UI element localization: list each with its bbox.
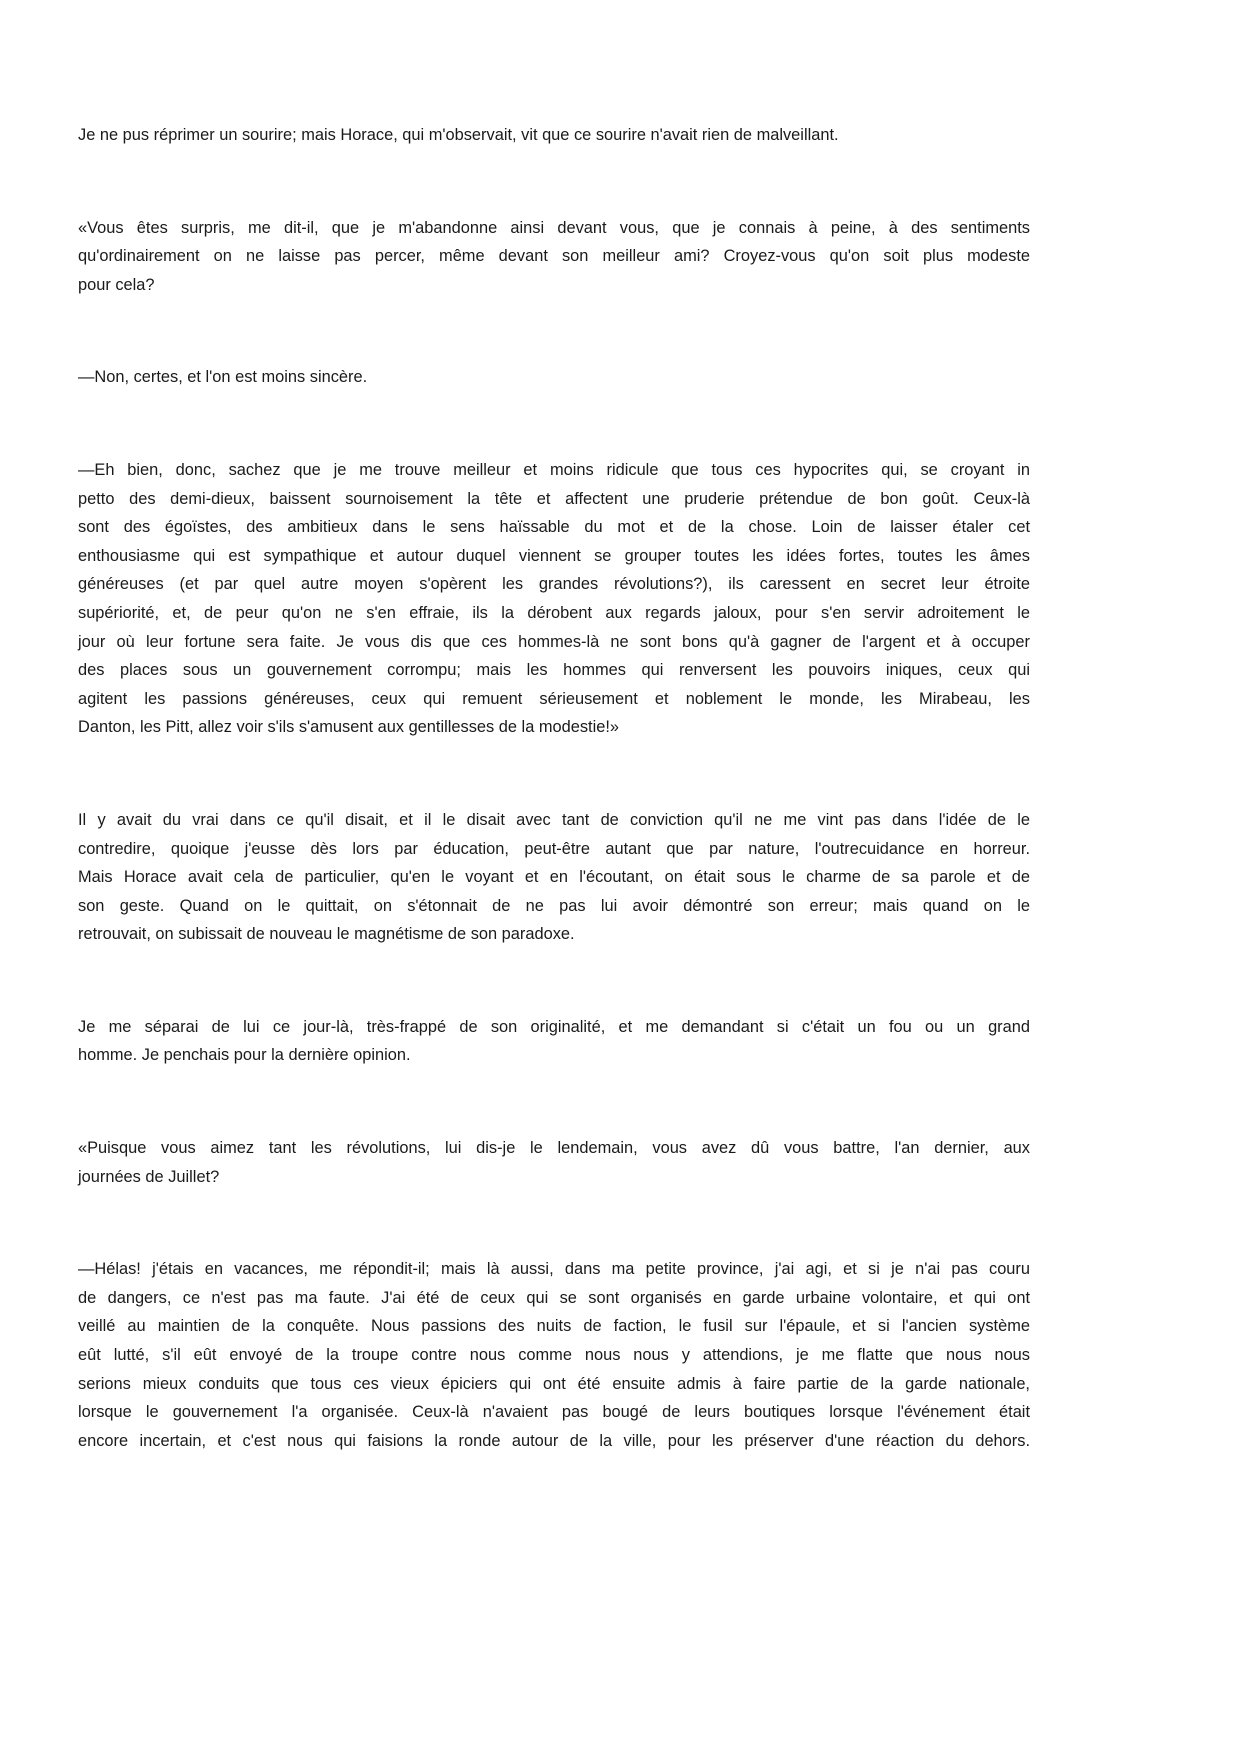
- text-line: Danton, les Pitt, allez voir s'ils s'amusent aux gentillesses de la modestie!»: [78, 718, 620, 737]
- text-line: «Puisque vous aimez tant les révolutions, lui dis-je le lendemain, vous avez dû vous battre, l'an dernier, aux: [78, 1139, 1030, 1158]
- text-line: petto des demi-dieux, baissent sournoisement la tête et affectent une pruderie prétendue de bon goût. Ceux-là: [78, 489, 1030, 508]
- text-line: eût lutté, s'il eût envoyé de la troupe contre nous comme nous nous y attendions, je me flatte que nous nous: [78, 1346, 1030, 1365]
- text-line: —Hélas! j'étais en vacances, me répondit-il; mais là aussi, dans ma petite province, j'ai agi, et si je n'ai pas couru: [78, 1260, 1030, 1279]
- text-line: agitent les passions généreuses, ceux qui remuent sérieusement et noblement le monde, les Mirabeau, les: [78, 689, 1030, 708]
- text-line: —Non, certes, et l'on est moins sincère.: [78, 368, 368, 387]
- text-line: journées de Juillet?: [78, 1167, 220, 1186]
- text-line: encore incertain, et c'est nous qui faisions la ronde autour de la ville, pour les préserver d'une réaction du dehors.: [78, 1431, 1030, 1450]
- paragraph: [78, 214, 1030, 300]
- text-line: veillé au maintien de la conquête. Nous passions des nuits de faction, le fusil sur l'épaule, et si l'ancien système: [78, 1317, 1030, 1336]
- text-line: des places sous un gouvernement corrompu; mais les hommes qui renversent les pouvoirs iniques, ceux qui: [78, 661, 1030, 680]
- text-line: Je ne pus réprimer un sourire; mais Horace, qui m'observait, vit que ce sourire n'avait rien de malveillant.: [78, 126, 839, 144]
- text-line: homme. Je penchais pour la dernière opinion.: [78, 1046, 411, 1065]
- text-line: serions mieux conduits que tous ces vieux épiciers qui ont été ensuite admis à faire partie de la garde nationale,: [78, 1374, 1030, 1393]
- text-line: Mais Horace avait cela de particulier, qu'en le voyant et en l'écoutant, on était sous le charme de sa parole et de: [78, 868, 1030, 887]
- paragraph: [78, 1134, 1030, 1191]
- paragraph: [78, 121, 1030, 150]
- text-line: sont des égoïstes, des ambitieux dans le sens haïssable du mot et de la chose. Loin de laisser étaler cet: [78, 518, 1030, 537]
- paragraph: [78, 1013, 1030, 1070]
- paragraph: [78, 1255, 1030, 1455]
- text-line: contredire, quoique j'eusse dès lors par éducation, peut-être autant que par nature, l'outrecuidance en horreur.: [78, 839, 1030, 858]
- text-line: supériorité, et, de peur qu'on ne s'en effraie, ils la dérobent aux regards jaloux, pour s'en servir adroitement le: [78, 603, 1030, 622]
- text-line: généreuses (et par quel autre moyen s'opèrent les grandes révolutions?), ils caressent en secret leur étroite: [78, 575, 1030, 594]
- text-line: «Vous êtes surpris, me dit-il, que je m'abandonne ainsi devant vous, que je connais à peine, à des sentiments: [78, 218, 1030, 237]
- text-line: son geste. Quand on le quittait, on s'étonnait de ne pas lui avoir démontré son erreur; mais quand on le: [78, 896, 1030, 915]
- paragraph: [78, 363, 1030, 392]
- text-line: lorsque le gouvernement l'a organisée. Ceux-là n'avaient pas bougé de leurs boutiques lorsque l'événement était: [78, 1403, 1030, 1422]
- text-line: retrouvait, on subissait de nouveau le magnétisme de son paradoxe.: [78, 925, 575, 944]
- text-line: Il y avait du vrai dans ce qu'il disait, et il le disait avec tant de conviction qu'il ne me vint pas dans l'idée de le: [78, 810, 1030, 829]
- text-line: —Eh bien, donc, sachez que je me trouve meilleur et moins ridicule que tous ces hypocrites qui, se croyant in: [78, 460, 1030, 479]
- text-line: jour où leur fortune sera faite. Je vous dis que ces hommes-là ne sont bons qu'à gagner de l'argent et à occuper: [78, 632, 1030, 651]
- text-line: enthousiasme qui est sympathique et autour duquel viennent se grouper toutes les idées fortes, toutes les âmes: [78, 546, 1030, 565]
- paragraph: [78, 806, 1030, 949]
- paragraph: [78, 456, 1030, 742]
- text-line: de dangers, ce n'est pas ma faute. J'ai été de ceux qui se sont organisés en garde urbaine volontaire, et qui ont: [78, 1288, 1030, 1307]
- text-line: pour cela?: [78, 275, 155, 294]
- text-line: Je me séparai de lui ce jour-là, très-frappé de son originalité, et me demandant si c'était un fou ou un grand: [78, 1017, 1030, 1036]
- document-page: [78, 121, 1030, 1519]
- text-line: qu'ordinairement on ne laisse pas percer, même devant son meilleur ami? Croyez-vous qu'on soit plus modeste: [78, 247, 1030, 266]
